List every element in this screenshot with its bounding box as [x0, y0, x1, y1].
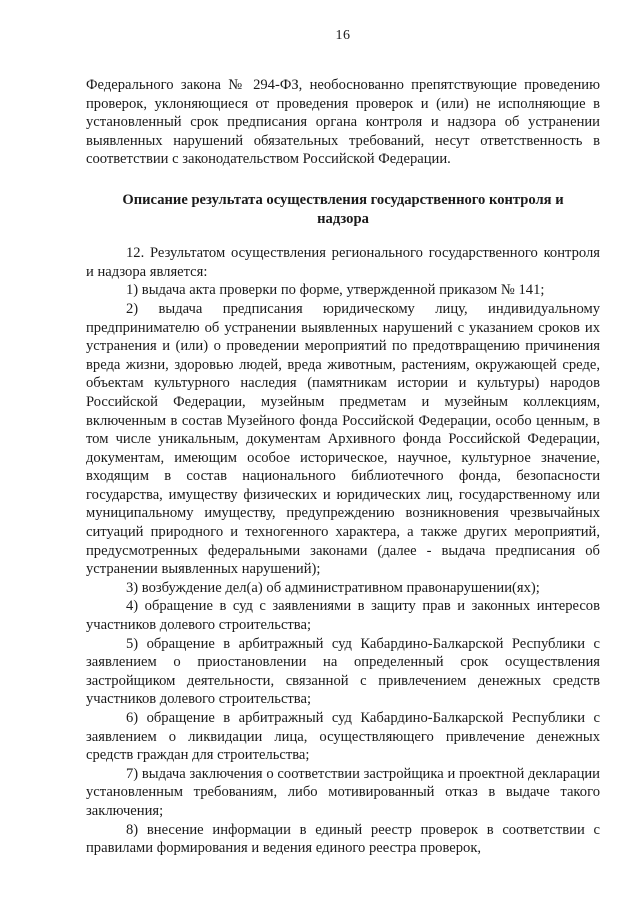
intro-paragraph: Федерального закона № 294-ФЗ, необоснованно препятствующие проведению проверок, уклоняющиеся от проведения проверок и (или) не исполняющие в установленный срок предписания органа контроля и надзора об устранении выявленных нарушений обязательных требований, несут ответственность в соответствии с законодательством Российской Федерации. — [86, 77, 600, 168]
page-number: 16 — [335, 28, 351, 43]
list-item-2: 2) выдача предписания юридическому лицу, индивидуальному предпринимателю об устранении выявленных нарушений с указанием сроков их устранения и (или) о проведении мероприятий по предотвращению причинения вреда жизни, здоровью людей, вреда животным, растениям, окружающей среде, объектам культурного наследия (памятникам истории и культуры) народов Российской Федерации, музейным предметам и музейным коллекциям, включенным в состав Музейного фонда Российской Федерации, особо ценным, в том числе уникальным, документам Архивного фонда Российской Федерации, документам, имеющим особое историческое, научное, культурное значение, входящим в состав национального библиотечного фонда, безопасности государства, имуществу физических и юридических лиц, государственному или муниципальному имуществу, предупреждению возникновения чрезвычайных ситуаций природного и техногенного характера, а также других мероприятий, предусмотренных федеральными законами (далее - выдача предписания об устранении выявленных нарушений); — [86, 300, 600, 578]
paragraph-12-lead: 12. Результатом осуществления регионального государственного контроля и надзора является: — [86, 245, 600, 280]
list-item-6: 6) обращение в арбитражный суд Кабардино-Балкарской Республики с заявлением о ликвидации лица, осуществляющего привлечение денежных средств граждан для строительства; — [86, 710, 600, 764]
list-item-1: 1) выдача акта проверки по форме, утвержденной приказом № 141; — [126, 282, 545, 299]
list-item-7: 7) выдача заключения о соответствии застройщика и проектной декларации установленным требованиям, либо мотивированный отказ в выдаче такого заключения; — [86, 765, 600, 819]
list-item-5: 5) обращение в арбитражный суд Кабардино-Балкарской Республики с заявлением о приостановлении на определенный срок осуществления застройщиком деятельности, связанной с привлечением денежных средств участников долевого строительства; — [86, 635, 600, 708]
list-item-3: 3) возбуждение дел(а) об административном правонарушении(ях); — [126, 579, 540, 596]
list-item-8: 8) внесение информации в единый реестр проверок в соответствии с правилами формирования и ведения единого реестра проверок, — [86, 821, 600, 857]
list-item-4: 4) обращение в суд с заявлениями в защиту прав и законных интересов участников долевого строительства; — [86, 598, 600, 634]
section-title: Описание результата осуществления государственного контроля и надзора — [122, 191, 564, 227]
